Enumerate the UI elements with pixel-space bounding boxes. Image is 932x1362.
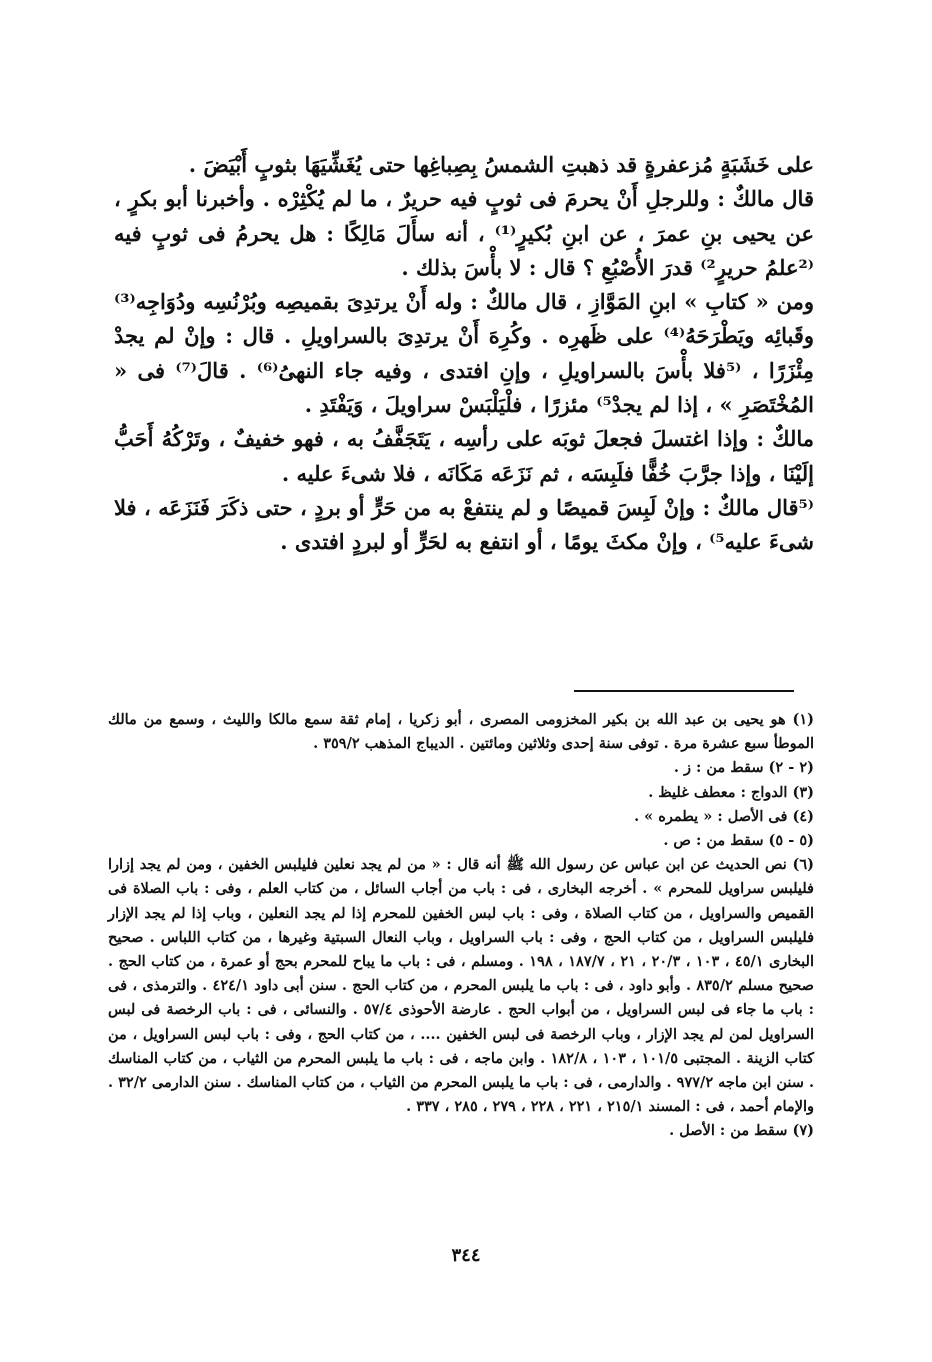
main-paragraph-1: على خَشَبَةٍ مُزعفرةٍ قد ذهبتِ الشمسُ بِصِباغِها حتى يُغَشِّيَهَا بثوبٍ أَبْيَضَ . xyxy=(188,152,814,177)
footnote-5: (٥ - ٥) سقط من : ص . xyxy=(663,832,814,850)
footnote-3: (٣) الدواج : معطف غليظ . xyxy=(648,783,814,801)
footnote-separator xyxy=(574,690,794,692)
main-paragraph-2: قال مالكٌ : وللرجلِ أَنْ يحرمَ فى ثوبٍ فيه حريرٌ ، ما لم يُكْثِرْه . وأخبرنا أبو بكرٍ ، عن يحيى بنِ عمرَ ، عن ابنِ بُكيرٍ⁽¹⁾ ، أنه سأَلَ مَالِكًا : هل يحرمُ فى ثوبٍ فيه ⁽²علمُ حريرٍ²⁾ قدرَ الأُصْبُعِ ؟ قال : لا بأْسَ بذلك . xyxy=(114,186,814,280)
main-paragraph-3: ومن « كتابِ » ابنِ المَوَّازِ ، قال مالكٌ : وله أَنْ يرتدِىَ بقميصِه وبُرْنُسِه ودُوَاجِه⁽³⁾ وقَبائِه ويَطْرَحَهُ⁽⁴⁾ على ظَهرِه . وكُرِهَ أَنْ يرتدِىَ بالسراويلِ . قال : وإنْ لم يجدْ مِئْزَرًا ، ⁽⁵فلا بأْسَ بالسراويلِ ، وإنِ افتدى ، وفيه جاء النهىُ⁽⁶⁾ . قالَ⁽⁷⁾ فى « المُخْتَصَرِ » ، إذا لم يجدْ⁵⁾ مئزرًا ، فلْيَلْبَسْ سراويلَ ، وَيَفْتَدِ . xyxy=(114,289,815,418)
footnote-7: (٧) سقط من : الأصل . xyxy=(669,1122,814,1140)
footnotes xyxy=(108,708,814,1144)
main-paragraph-5: ⁽⁵قال مالكٌ : وإنْ لَبِسَ قميصًا و لم ينتفعْ به من حَرٍّ أو بردٍ ، حتى ذكَرَ فَنَزَعَه ، فلا شىءَ عليه⁵⁾ ، وإنْ مكثَ يومًا ، أو انتفع به لحَرٍّ أو لبردٍ افتدى . xyxy=(114,494,814,555)
footnote-1: (١) هو يحيى بن عبد الله بن بكير المخزومى المصرى ، أبو زكريا ، إمام ثقة سمع مالكا والليث ، وسمع من مالك الموطأ سبع عشرة مرة . توفى سنة إحدى وثلاثين ومائتين . الديباج المذهب ٣٥٩/٢ . xyxy=(108,711,814,753)
page-number: ٣٤٤ xyxy=(451,1245,481,1266)
footnote-4: (٤) فى الأصل : « يطمره » . xyxy=(634,807,814,825)
main-text xyxy=(114,148,814,560)
footnote-6: (٦) نص الحديث عن ابن عباس عن رسول الله ﷺ أنه قال : « من لم يجد نعلين فليلبس الخفين ، ومن لم يجد إزارا فليلبس سراويل للمحرم » . أخرجه البخارى ، فى : باب من أجاب السائل ، من كتاب العلم ، وفى : باب الصلاة فى القميص والسراويل ، من كتاب الصلاة ، وفى : باب لبس الخفين للمحرم إذا لم يجد النعلين ، وباب إذا لم يجد الإزار فليلبس السراويل ، من كتاب الحج ، وفى : باب السراويل ، وباب النعال السبتية وغيرها ، من كتاب اللباس . صحيح البخارى ٤٥/١ ، ١٠٣ ، ٢٠/٣ ، ٢١ ، ١٨٧/٧ ، ١٩٨ . ومسلم ، فى : باب ما يباح للمحرم بحج أو عمرة ، من كتاب الحج . صحيح مسلم ٨٣٥/٢ . وأبو داود ، فى : باب ما يلبس المحرم ، من كتاب الحج . سنن أبى داود ٤٢٤/١ . والترمذى ، فى : باب ما جاء فى لبس السراويل ، من أبواب الحج . عارضة الأحوذى ٥٧/٤ . والنسائى ، فى : باب الرخصة فى لبس السراويل لمن لم يجد الإزار ، وباب الرخصة فى لبس الخفين .... ، من كتاب الحج ، وفى : باب لبس السراويل ، من كتاب الزينة . المجتبى ١٠١/٥ ، ١٠٣ ، ١٨٢/٨ . وابن ماجه ، فى : باب ما يلبس المحرم من الثياب ، من كتاب المناسك . سنن ابن ماجه ٩٧٧/٢ . والدارمى ، فى : باب ما يلبس المحرم من الثياب ، من كتاب المناسك . سنن الدارمى ٣٢/٢ . والإمام أحمد ، فى : المسند ٢١٥/١ ، ٢٢١ ، ٢٢٨ ، ٢٧٩ ، ٢٨٥ ، ٣٣٧ . xyxy=(108,856,815,1116)
footnote-2: (٢ - ٢) سقط من : ز . xyxy=(673,759,814,777)
main-paragraph-4: مالكٌ : وإذا اغتسلَ فجعلَ ثوبَه على رأسِه ، يَتَجَفَّفُ به ، فهو خفيفٌ ، وتَرْكُهُ أَحَبُّ إلَيْنَا ، وإذا جرَّبَ خُفًّا فلَبِسَه ، ثم نَزَعَه مَكَانَه ، فلا شىءَ عليه . xyxy=(114,426,814,486)
